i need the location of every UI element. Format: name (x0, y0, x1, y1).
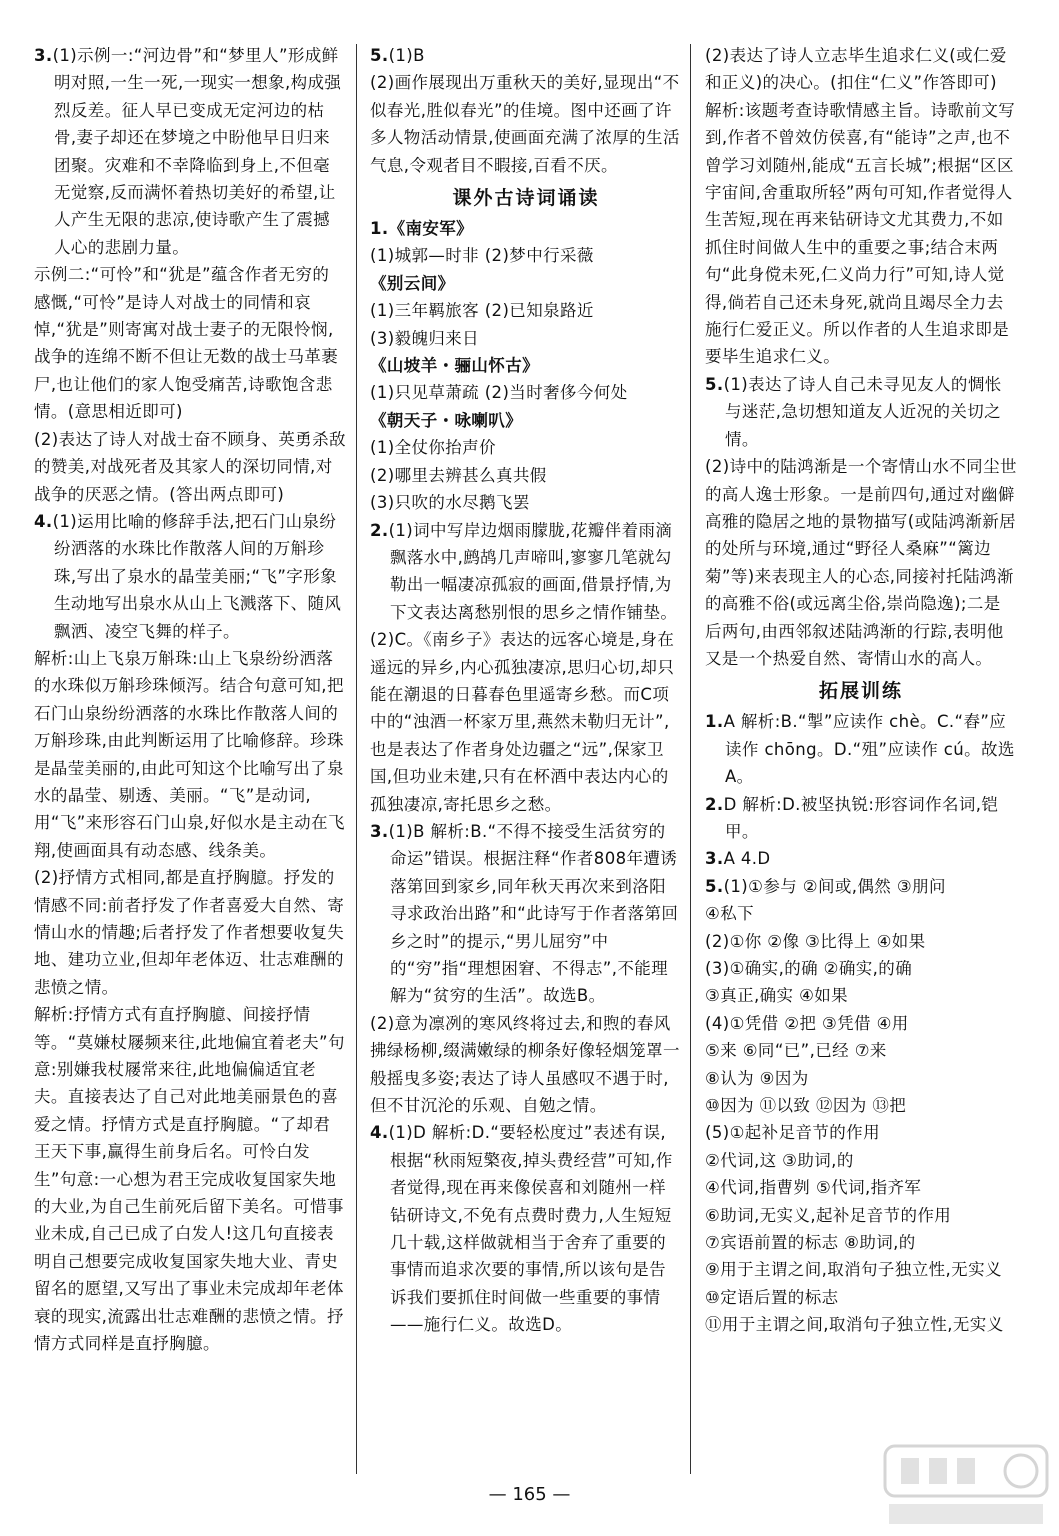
answer-item (705, 708, 1017, 790)
answer-text: A 解析:B.“掣”应读作 chè。C.“舂”应读作 chōng。D.“殂”应读作 cú。故选A。 (723, 712, 1015, 787)
answer-text: (2)抒情方式相同,都是直抒胸臆。抒发的情感不同:前者抒发了作者喜爱大自然、寄情山水的情趣;后者抒发了作者想要收复失地、建功立业,但却年老体迈、壮志难酬的悲愤之情。 (34, 868, 345, 997)
answer-text: ⑩定语后置的标志 (705, 1287, 839, 1307)
answer-paragraph (705, 982, 1017, 1009)
answer-text: ⑥助词,无实义,起补足音节的作用 (705, 1205, 952, 1225)
poem-title-text: 《山坡羊・骊山怀古》 (370, 356, 539, 376)
answer-text: (1)示例一:“河边骨”和“梦里人”形成鲜明对照,一生一死,一现实一想象,构成强烈反差。征人早已变成无定河边的枯骨,妻子却还在梦境之中盼他早日归来团聚。灾难和不幸降临到身上,不但毫无觉察,反而满怀着热切美好的希望,让人产生无限的悲凉,使诗歌产生了震撼人心的悲剧力量。 (52, 46, 342, 257)
column-1 (34, 42, 346, 1358)
answer-text: (1)全仗你抬声价 (370, 438, 496, 458)
answer-paragraph (705, 1010, 1017, 1037)
answer-paragraph (370, 434, 682, 461)
answer-paragraph (705, 900, 1017, 927)
answer-text: (2)表达了诗人立志毕生追求仁义(或仁爱和正义)的决心。(扣住“仁义”作答即可) (705, 46, 1007, 93)
column-2 (370, 42, 682, 1339)
answer-paragraph (705, 453, 1017, 672)
section-title-extension-training: 拓展训练 (818, 680, 903, 703)
section-title-extracurricular-poems: 课外古诗词诵读 (452, 187, 600, 210)
question-number: 1. (370, 219, 389, 239)
answer-text: (2)画作展现出万重秋天的美好,显现出“不似春光,胜似春光”的佳境。图中还画了许多人物活动情景,使画面充满了浓厚的生活气息,令观者目不暇接,百看不厌。 (370, 73, 680, 175)
answer-paragraph (370, 242, 682, 269)
column-3 (705, 42, 1017, 1339)
answer-item (370, 818, 682, 1010)
question-number: 3. (705, 849, 724, 869)
answer-paragraph (705, 97, 1017, 371)
answer-paragraph (370, 489, 682, 516)
answer-paragraph (370, 297, 682, 324)
question-number: 2. (370, 520, 389, 540)
answer-text: (1)B 解析:B.“不得不接受生活贫穷的命运”错误。根据注释“作者808年遭诱落第回到家乡,同年秋天再次来到洛阳寻求政治出路”和“此诗写于作者落第回乡之时”的提示,“男儿屈穷”中的“穷”指“理想困窘、不得志”,不能理解为“贫穷的生活”。故选B。 (388, 821, 679, 1006)
answer-text: (2)意为凛冽的寒风终将过去,和煦的春风拂绿杨柳,缀满嫩绿的柳条好像轻烟笼罩一般摇曳多姿;表达了诗人虽感叹不遇于时,但不甘沉沦的乐观、自勉之情。 (370, 1013, 680, 1116)
question-number: 1. (705, 712, 724, 732)
poem-title (370, 215, 682, 242)
answer-text: ⑪用于主谓之间,取消句子独立性,无实义 (705, 1315, 1004, 1335)
poem-title (370, 407, 682, 434)
answer-text: 解析:抒情方式有直抒胸臆、间接抒情等。“莫嫌杖屦频来往,此地偏宜着老夫”句意:别嫌我杖屦常来往,此地偏偏适宜老夫。直接表达了自己对此地美丽景色的喜爱之情。抒情方式是直抒胸臆。“了却君王天下事,赢得生前身后名。可怜白发生”句意:一心想为君王完成收复国家失地的大业,为自己生前死后留下美名。可惜事业未成,自己已成了白发人!这几句直接表明自己想要完成收复国家失地大业、青史留名的愿望,又写出了事业未完成却年老体衰的现实,流露出壮志难酬的悲愤之情。抒情方式同样是直抒胸臆。 (34, 1005, 345, 1354)
answer-text: ③真正,确实 ④如果 (705, 986, 849, 1006)
answer-paragraph (34, 864, 346, 1001)
answer-text: (3)①确实,的确 ②确实,的确 (705, 959, 913, 978)
answer-paragraph (705, 1284, 1017, 1311)
answer-paragraph (34, 1001, 346, 1357)
answer-text: 解析:该题考查诗歌情感主旨。诗歌前文写到,作者不曾效仿侯喜,有“能诗”之声,也不曾学习刘随州,能成“五言长城”;根据“区区宇宙间,舍重取所轻”两句可知,作者觉得人生苦短,现在再来钻研诗文尤其费力,不如抓住时间做人生中的重要之事;结合末两句“此身傥未死,仁义尚力行”可知,诗人觉得,倘若自己还未身死,就尚且竭尽全力去施行仁爱正义。所以作者的人生追求即是要毕生追求仁义。 (705, 100, 1016, 367)
answer-text: (1)①参与 ②间或,偶然 ③朋问 (723, 876, 946, 896)
answer-paragraph (370, 1010, 682, 1120)
answer-text: (1)只见草萧疏 (2)当时奢侈今何处 (370, 383, 628, 403)
answer-paragraph (705, 1037, 1017, 1064)
question-number: 2. (705, 794, 724, 814)
answer-paragraph (705, 42, 1017, 97)
answer-text: (2)表达了诗人对战士奋不顾身、英勇杀敌的赞美,对战死者及其家人的深切同情,对战争的厌恶之情。(答出两点即可) (34, 429, 346, 504)
answer-item (34, 508, 346, 645)
answer-text: ⑤来 ⑥同“已”,已经 ⑦来 (705, 1041, 887, 1061)
question-number: 4. (370, 1123, 389, 1143)
answer-text: (1)B (388, 46, 425, 65)
answer-text: ④私下 (705, 904, 754, 924)
column-divider-left (356, 44, 357, 1474)
answer-paragraph (705, 1311, 1017, 1338)
answer-text: (1)词中写岸边烟雨朦胧,花瓣伴着雨滴飘落水中,鹧鸪几声啼叫,寥寥几笔就勾勒出一幅凄凉孤寂的画面,借景抒情,为下文表达离愁别恨的思乡之情作铺垫。 (388, 520, 678, 622)
answer-text: D 解析:D.被坚执锐:形容词作名词,铠甲。 (723, 794, 999, 841)
answer-text: 示例二:“可怜”和“犹是”蕴含作者无穷的感慨,“可怜”是诗人对战士的同情和哀悼,“犹是”则寄寓对战士妻子的无限怜悯,战争的连绵不断不但让无数的战士马革裹尸,也让他们的家人饱受痛苦,诗歌饱含悲情。(意思相近即可) (34, 265, 339, 422)
answer-text: A 4.D (723, 849, 771, 869)
question-number: 3. (34, 46, 53, 65)
answer-text: ⑧认为 ⑨因为 (705, 1068, 809, 1088)
question-number: 5. (370, 46, 389, 65)
answer-paragraph (705, 1065, 1017, 1092)
answer-text: (1)城郭—时非 (2)梦中行采薇 (370, 246, 594, 266)
answer-paragraph (705, 955, 1017, 982)
answer-paragraph (705, 1092, 1017, 1119)
poem-title (370, 352, 682, 379)
answer-paragraph (705, 928, 1017, 955)
answer-item (34, 42, 346, 261)
answer-text: (3)毅魄归来日 (370, 328, 480, 348)
answer-paragraph (34, 426, 346, 508)
answer-text: 解析:山上飞泉万斛珠:山上飞泉纷纷洒落的水珠似万斛珍珠倾泻。结合句意可知,把石门山泉纷纷洒落的水珠比作散落人间的万斛珍珠,由此判断运用了比喻修辞。珍珠是晶莹美丽的,由此可知这个比喻写出了泉水的晶莹、剔透、美丽。“飞”是动词,用“飞”来形容石门山泉,好似水是主动在飞翔,使画面具有动态感、线条美。 (34, 648, 345, 860)
answer-paragraph (370, 325, 682, 352)
answer-text: (1)表达了诗人自己未寻见友人的惆怅与迷茫,急切想知道友人近况的关切之情。 (723, 374, 1002, 449)
answer-paragraph (705, 1119, 1017, 1146)
question-number: 3. (370, 821, 389, 841)
answer-item (705, 791, 1017, 846)
answer-text: (2)C。《南乡子》表达的远客心境是,身在遥远的异乡,内心孤独凄凉,思归心切,却只能在潮退的日暮春色里遥寄乡愁。而C项中的“浊酒一杯家万里,燕然未勒归无计”,也是表达了作者身处边疆之“远”,保家卫国,但功业未建,只有在杯酒中表达内心的孤独凄凉,寄托思乡之愁。 (370, 630, 675, 814)
column-divider-right (690, 44, 691, 1474)
watermark-logo (881, 1442, 1051, 1530)
answer-text: (3)只吹的水尽鹅飞罢 (370, 493, 530, 513)
answer-text: ⑩因为 ⑪以致 ⑫因为 ⑬把 (705, 1096, 907, 1116)
answer-paragraph (370, 379, 682, 406)
answer-item (705, 845, 1017, 872)
answer-text: (2)①你 ②像 ③比得上 ④如果 (705, 931, 926, 951)
poem-title-text: 《别云间》 (370, 273, 455, 293)
poem-title-text: 《南安军》 (388, 219, 474, 239)
answer-paragraph (370, 462, 682, 489)
answer-paragraph (705, 1202, 1017, 1229)
question-number: 4. (34, 511, 53, 531)
answer-item (705, 873, 1017, 900)
poem-title (370, 270, 682, 297)
answer-text: ④代词,指曹刿 ⑤代词,指齐军 (705, 1178, 922, 1198)
question-number: 5. (705, 876, 724, 896)
answer-item (370, 517, 682, 627)
answer-text: ⑨用于主谓之间,取消句子独立性,无实义 (705, 1260, 1002, 1280)
answer-paragraph (370, 69, 682, 179)
answer-text: (4)①凭借 ②把 ③凭借 ④用 (705, 1013, 909, 1033)
answer-text: (2)哪里去辨甚么真共假 (370, 465, 547, 485)
page-number: — 165 — (488, 1484, 571, 1505)
answer-paragraph (705, 1147, 1017, 1174)
answer-paragraph (705, 1256, 1017, 1283)
answer-text: (1)D 解析:D.“要轻松度过”表述有误,根据“秋雨短檠夜,掉头费经营”可知,作者觉得,现在再来像侯喜和刘随州一样钻研诗文,不免有点费时费力,人生短短几十载,这样做就相当于舍弃了重要的事情而追求次要的事情,所以该句是告诉我们要抓住时间做一些重要的事情——施行仁义。故选D。 (388, 1123, 673, 1335)
answer-paragraph (34, 645, 346, 864)
answer-text: (2)诗中的陆鸿渐是一个寄情山水不同尘世的高人逸士形象。一是前四句,通过对幽僻高雅的隐居之地的景物描写(或陆鸿渐新居的处所与环境,通过“野径人桑麻”“篱边菊”等)来表现主人的心态,同接衬托陆鸿渐的高雅不俗(或远离尘俗,崇尚隐逸);二是后两句,由西邻叙述陆鸿渐的行踪,表明他又是一个热爱自然、寄情山水的高人。 (705, 457, 1017, 668)
question-number: 5. (705, 374, 724, 394)
answer-text: ②代词,这 ③助词,的 (705, 1150, 854, 1170)
answer-text: (1)三年羁旅客 (2)已知泉路近 (370, 301, 594, 321)
answer-text: ⑦宾语前置的标志 ⑧助词,的 (705, 1233, 916, 1253)
answer-paragraph (705, 1229, 1017, 1256)
answer-text: (1)运用比喻的修辞手法,把石门山泉纷纷洒落的水珠比作散落人间的万斛珍珠,写出了泉水的晶莹美丽;“飞”字形象生动地写出泉水从山上飞溅落下、随风飘洒、凌空飞舞的样子。 (52, 511, 342, 641)
answer-item (705, 371, 1017, 453)
answer-item (370, 1119, 682, 1338)
answer-text: (5)①起补足音节的作用 (705, 1123, 880, 1143)
answer-item (370, 42, 682, 69)
answer-paragraph (370, 626, 682, 818)
answer-paragraph (705, 1174, 1017, 1201)
answer-paragraph (34, 261, 346, 425)
poem-title-text: 《朝天子・咏喇叭》 (370, 410, 523, 430)
